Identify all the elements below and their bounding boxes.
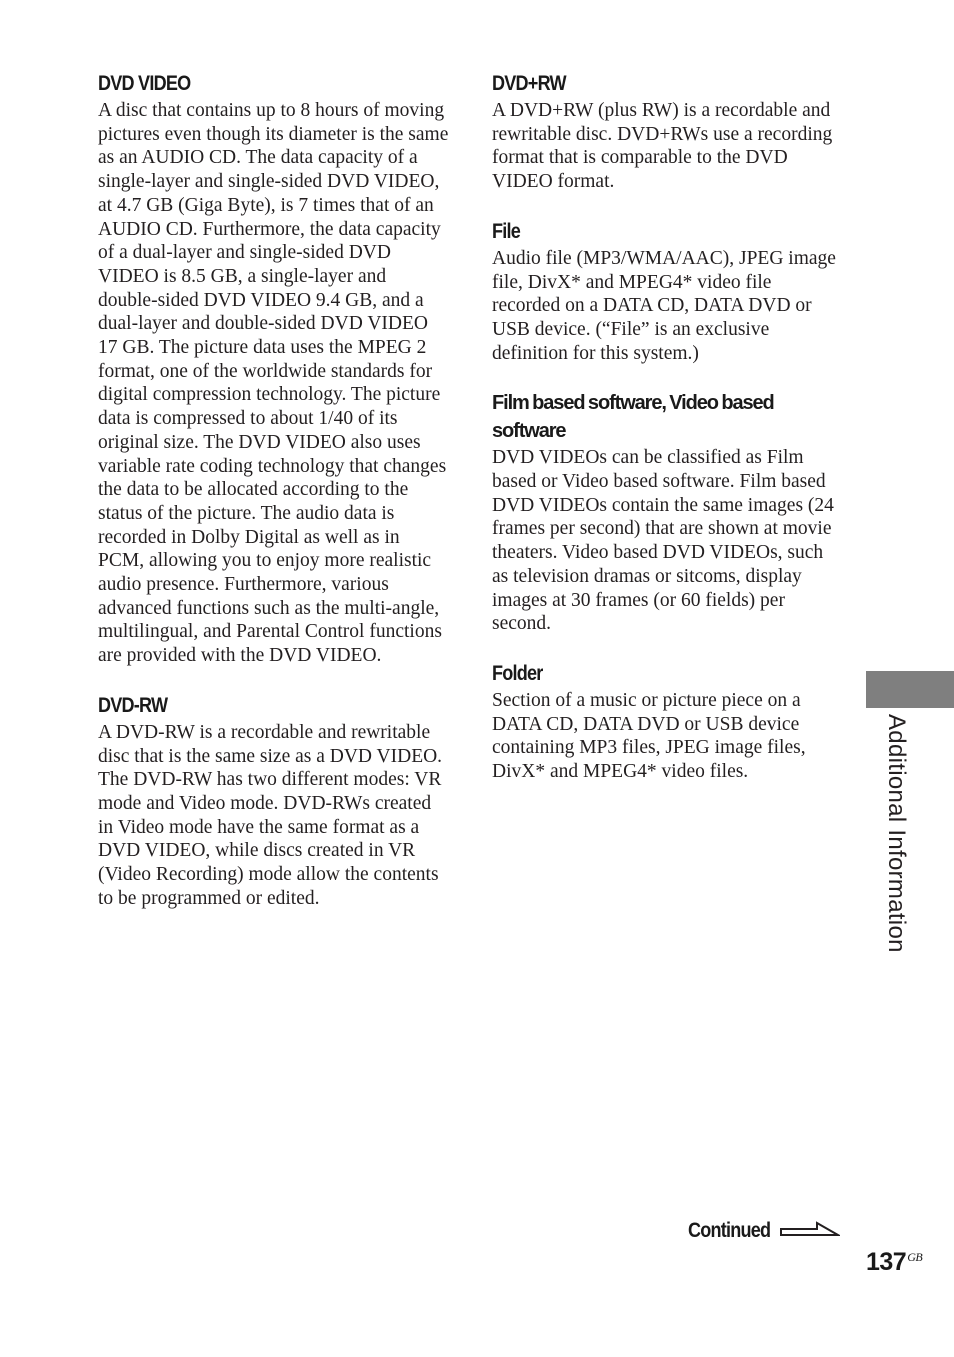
section-file xyxy=(492,218,840,366)
section-heading: DVD+RW xyxy=(492,72,566,95)
section-heading: Film based software, Video based software xyxy=(492,392,774,443)
section-heading: Folder xyxy=(492,661,543,685)
section-dvd-plus-rw xyxy=(492,70,840,194)
page-number-value: 137 xyxy=(866,1248,907,1276)
section-dvd-rw xyxy=(98,692,450,911)
section-body: Audio file (MP3/WMA/AAC), JPEG image file, DivX* and MPEG4* video file recorded on a DATA CD, DATA DVD or USB device. (“File” is an exclusive definition for this system.) xyxy=(492,247,836,364)
section-heading: DVD VIDEO xyxy=(98,72,191,95)
continued-label: Continued xyxy=(688,1218,771,1242)
section-body: A disc that contains up to 8 hours of moving pictures even though its diameter is the same as an AUDIO CD. The data capacity of a single-layer and single-sided DVD VIDEO, at 4.7 GB (Giga Byte), is 7 times that of an AUDIO CD. Furthermore, the data capacity of a dual-layer and single-sided DVD VIDEO is 8.5 GB, a single-layer and double-sided DVD VIDEO 9.4 GB, and a dual-layer and double-sided DVD VIDEO 17 GB. The picture data uses the MPEG 2 format, one of the worldwide standards for digital compression technology. The picture data is compressed to about 1/40 of its original size. The DVD VIDEO also uses variable rate coding technology that changes the data to be allocated according to the status of the picture. The audio data is recorded in Dolby Digital as well as in PCM, allowing you to enjoy more realistic audio presence. Furthermore, various advanced functions such as the multi-angle, multilingual, and Parental Control functions are provided with the DVD VIDEO. xyxy=(98,100,449,667)
section-film-video-software xyxy=(492,389,840,636)
section-heading: File xyxy=(492,219,521,243)
section-dvd-video xyxy=(98,70,450,668)
page-number xyxy=(866,1248,922,1277)
left-column xyxy=(98,70,450,911)
continued-arrow-icon xyxy=(780,1216,840,1245)
page-number-suffix: GB xyxy=(907,1250,923,1264)
side-tab-label: Additional Information xyxy=(883,714,910,953)
section-body: A DVD+RW (plus RW) is a recordable and rewritable disc. DVD+RWs use a recording format that is comparable to the DVD VIDEO format. xyxy=(492,100,833,193)
section-folder xyxy=(492,660,840,784)
section-heading: DVD-RW xyxy=(98,693,168,717)
section-body: A DVD-RW is a recordable and rewritable disc that is the same size as a DVD VIDEO. The DVD-RW has two different modes: VR mode and Video mode. DVD-RWs created in Video mode have the same format as a DVD VIDEO, while discs created in VR (Video Recording) mode allow the contents to be programmed or edited. xyxy=(98,721,443,909)
section-body: Section of a music or picture piece on a DATA CD, DATA DVD or USB device containing MP3 files, JPEG image files, DivX* and MPEG4* video files. xyxy=(492,689,806,783)
right-column xyxy=(492,70,840,784)
section-body: DVD VIDEOs can be classified as Film based or Video based software. Film based DVD VIDEOs contain the same images (24 frames per second) that are shown at movie theaters. Video based DVD VIDEOs, such as television dramas or sitcoms, display images at 30 frames (or 60 fields) per second. xyxy=(492,447,834,635)
side-tab-marker xyxy=(866,671,954,708)
continued-indicator xyxy=(688,1216,840,1245)
